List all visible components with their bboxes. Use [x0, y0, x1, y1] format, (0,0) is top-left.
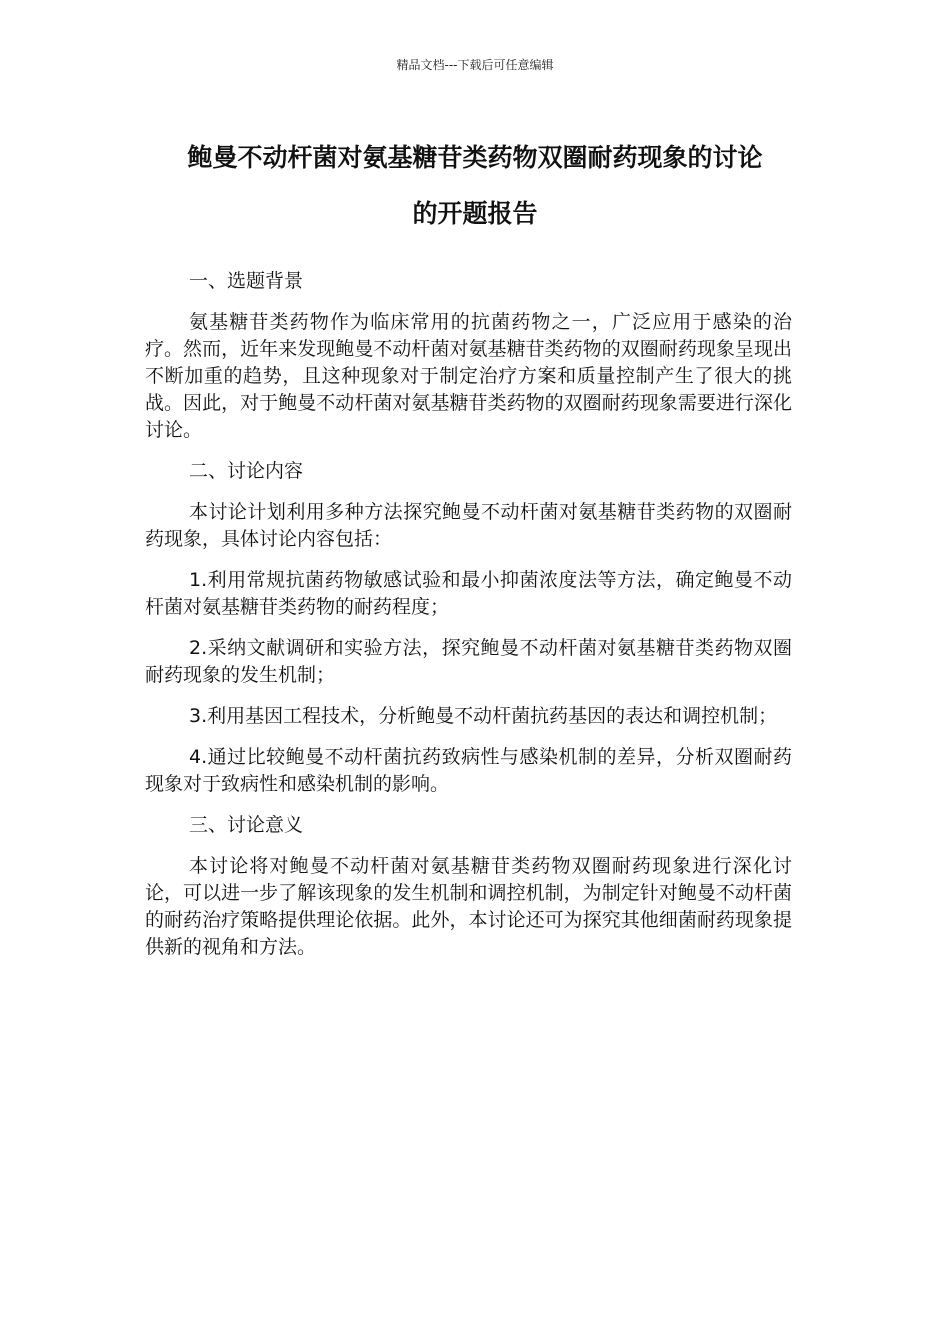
content-item-1: 1.利用常规抗菌药物敏感试验和最小抑菌浓度法等方法，确定鲍曼不动杆菌对氨基糖苷类药物的耐药程度；: [145, 569, 792, 618]
page-title: [130, 130, 820, 242]
title-line-1: 鲍曼不动杆菌对氨基糖苷类药物双圈耐药现象的讨论: [187, 143, 763, 172]
header-note: 精品文档---下载后可任意编辑: [396, 58, 554, 72]
content-item-3: 3.利用基因工程技术，分析鲍曼不动杆菌抗药基因的表达和调控机制；: [189, 705, 778, 727]
significance-paragraph: 本讨论将对鲍曼不动杆菌对氨基糖苷类药物双圈耐药现象进行深化讨论，可以进一步了解该现象的发生机制和调控机制，为制定针对鲍曼不动杆菌的耐药治疗策略提供理论依据。此外，本讨论还可为探究其他细菌耐药现象提供新的视角和方法。: [145, 855, 792, 958]
background-paragraph: 氨基糖苷类药物作为临床常用的抗菌药物之一，广泛应用于感染的治疗。然而，近年来发现鲍曼不动杆菌对氨基糖苷类药物的双圈耐药现象呈现出不断加重的趋势，且这种现象对于制定治疗方案和质量控制产生了很大的挑战。因此，对于鲍曼不动杆菌对氨基糖苷类药物的双圈耐药现象需要进行深化讨论。: [145, 311, 792, 441]
content-intro-paragraph: 本讨论计划利用多种方法探究鲍曼不动杆菌对氨基糖苷类药物的双圈耐药现象，具体讨论内容包括：: [145, 501, 792, 550]
content-item-2: 2.采纳文献调研和实验方法，探究鲍曼不动杆菌对氨基糖苷类药物双圈耐药现象的发生机制；: [145, 637, 792, 686]
content-item-4: 4.通过比较鲍曼不动杆菌抗药致病性与感染机制的差异，分析双圈耐药现象对于致病性和感染机制的影响。: [145, 746, 792, 795]
section-heading-significance: 三、讨论意义: [189, 814, 304, 836]
title-line-2: 的开题报告: [412, 199, 538, 228]
section-heading-content: 二、讨论内容: [189, 460, 304, 482]
section-heading-background: 一、选题背景: [189, 270, 304, 292]
document-body: [145, 268, 792, 975]
